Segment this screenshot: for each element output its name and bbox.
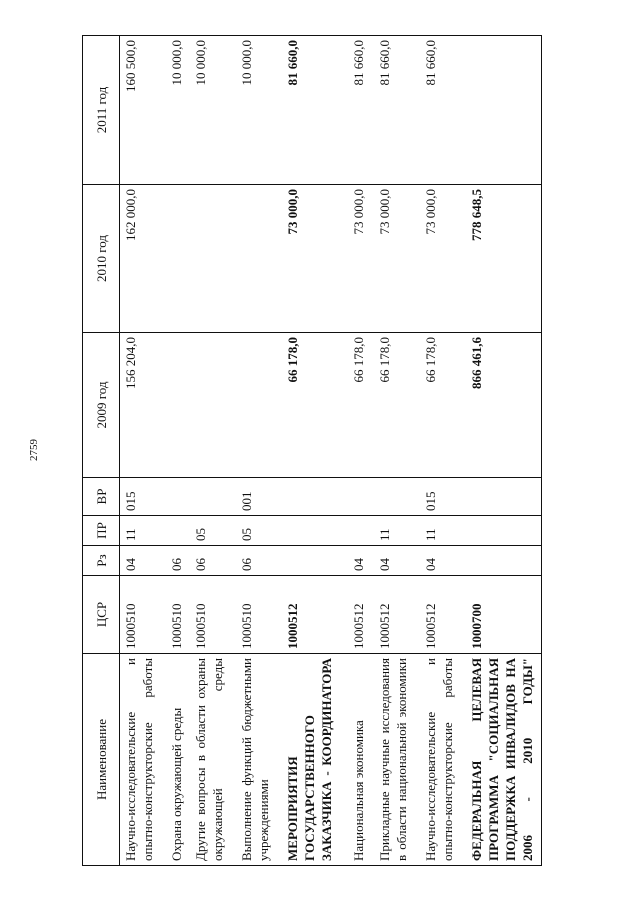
row-2010: 162 000,0 [120, 185, 166, 333]
header-rz: Рз [83, 546, 120, 576]
row-name: Научно-исследовательские и опытно-конструкторские работы [120, 654, 166, 866]
row-2009: 156 204,0 [120, 333, 166, 478]
row-rz: 06 [236, 546, 282, 576]
row-vr: 015 [120, 478, 166, 516]
table-row [120, 36, 166, 866]
row-vr [282, 478, 348, 516]
row-csr: 1000510 [120, 576, 166, 654]
row-vr: 001 [236, 478, 282, 516]
row-2010: 73 000,0 [348, 185, 374, 333]
row-2010: 73 000,0 [374, 185, 420, 333]
row-rz: 04 [348, 546, 374, 576]
row-rz [282, 546, 348, 576]
row-2011: 81 660,0 [282, 36, 348, 185]
row-2010: 778 648,5 [466, 185, 542, 333]
row-csr: 1000512 [348, 576, 374, 654]
row-2010 [236, 185, 282, 333]
table-row [282, 36, 348, 866]
row-vr: 015 [420, 478, 466, 516]
row-2010 [190, 185, 236, 333]
row-csr: 1000510 [190, 576, 236, 654]
row-pr [282, 516, 348, 546]
row-name: Выполнение функций бюджетными учреждениями [236, 654, 282, 866]
row-2011: 81 660,0 [374, 36, 420, 185]
row-pr: 11 [120, 516, 166, 546]
table-row [374, 36, 420, 866]
row-csr: 1000510 [236, 576, 282, 654]
row-rz: 06 [166, 546, 190, 576]
row-vr [374, 478, 420, 516]
row-csr: 1000510 [166, 576, 190, 654]
row-2011: 81 660,0 [348, 36, 374, 185]
row-rz: 04 [420, 546, 466, 576]
row-2011: 160 500,0 [120, 36, 166, 185]
budget-table-rotated [82, 36, 592, 866]
row-vr [166, 478, 190, 516]
table-row [166, 36, 190, 866]
row-2009: 66 178,0 [282, 333, 348, 478]
row-2009 [166, 333, 190, 478]
row-csr: 1000512 [420, 576, 466, 654]
row-name: МЕРОПРИЯТИЯ ГОСУДАРСТВЕННОГО ЗАКАЗЧИКА - КООРДИНАТОРА [282, 654, 348, 866]
header-row [83, 36, 120, 866]
header-csr: ЦСР [83, 576, 120, 654]
row-rz: 06 [190, 546, 236, 576]
row-2009: 66 178,0 [374, 333, 420, 478]
row-2009: 66 178,0 [348, 333, 374, 478]
row-name: Научно-исследовательские и опытно-конструкторские работы [420, 654, 466, 866]
row-2011 [466, 36, 542, 185]
row-csr: 1000512 [282, 576, 348, 654]
header-name: Наименование [83, 654, 120, 866]
row-2009: 66 178,0 [420, 333, 466, 478]
row-csr: 1000512 [374, 576, 420, 654]
budget-table [82, 35, 542, 866]
row-rz: 04 [120, 546, 166, 576]
row-vr [466, 478, 542, 516]
table-row [236, 36, 282, 866]
row-vr [190, 478, 236, 516]
row-vr [348, 478, 374, 516]
row-2010: 73 000,0 [282, 185, 348, 333]
row-2011: 10 000,0 [236, 36, 282, 185]
row-pr: 05 [236, 516, 282, 546]
row-pr [348, 516, 374, 546]
header-2009: 2009 год [83, 333, 120, 478]
row-name: ФЕДЕРАЛЬНАЯ ЦЕЛЕВАЯ ПРОГРАММА "СОЦИАЛЬНАЯ ПОДДЕРЖКА ИНВАЛИДОВ НА 2006 - 2010 ГОДЫ" [466, 654, 542, 866]
page-number: 2759 [28, 439, 40, 461]
row-rz [466, 546, 542, 576]
row-pr: 11 [374, 516, 420, 546]
row-2009: 866 461,6 [466, 333, 542, 478]
row-name: Национальная экономика [348, 654, 374, 866]
row-pr: 05 [190, 516, 236, 546]
row-name: Прикладные научные исследования в области национальной экономики [374, 654, 420, 866]
table-row [420, 36, 466, 866]
row-2011: 81 660,0 [420, 36, 466, 185]
row-pr [166, 516, 190, 546]
header-2010: 2010 год [83, 185, 120, 333]
row-csr: 1000700 [466, 576, 542, 654]
row-2011: 10 000,0 [166, 36, 190, 185]
row-2010 [166, 185, 190, 333]
table-row [190, 36, 236, 866]
row-2010: 73 000,0 [420, 185, 466, 333]
row-pr: 11 [420, 516, 466, 546]
row-2011: 10 000,0 [190, 36, 236, 185]
row-pr [466, 516, 542, 546]
row-2009 [190, 333, 236, 478]
row-name: Охрана окружающей среды [166, 654, 190, 866]
row-name: Другие вопросы в области охраны окружающей среды [190, 654, 236, 866]
table-row [348, 36, 374, 866]
header-2011: 2011 год [83, 36, 120, 185]
row-2009 [236, 333, 282, 478]
header-pr: ПР [83, 516, 120, 546]
table-row [466, 36, 542, 866]
row-rz: 04 [374, 546, 420, 576]
header-vr: ВР [83, 478, 120, 516]
